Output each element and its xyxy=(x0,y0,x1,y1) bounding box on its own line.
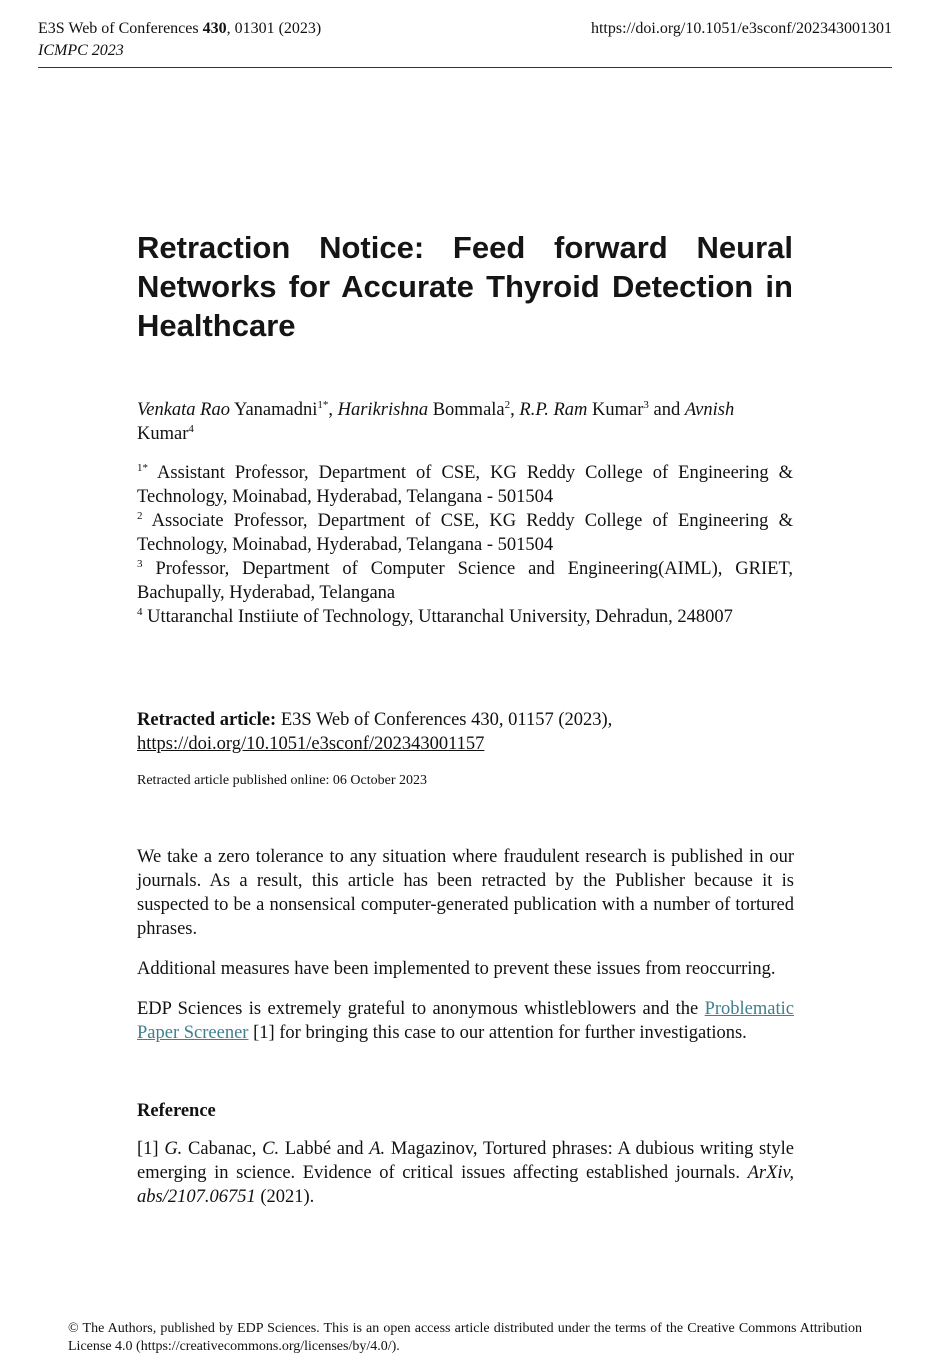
body-paragraph: We take a zero tolerance to any situation where fraudulent research is published in our journals. As a result, this article has been retracted by the Publisher because it is suspected to be a nonsensical computer-generated publication with a number of tortured phrases. xyxy=(137,847,794,939)
reference-entry: [1] G. Cabanac, C. Labbé and A. Magazinov, Tortured phrases: A dubious writing style emerging in science. Evidence of critical issues affecting established journals. ArXiv, abs/2107.06751 (2021). xyxy=(137,1139,795,1207)
journal-volume: 430 xyxy=(202,20,227,37)
affiliations xyxy=(137,461,793,629)
affiliation: $^4$ Uttaranchal Instiiute of Technology, Uttaranchal University, Dehradun, 248007 xyxy=(137,606,733,627)
page-title: Retraction Notice: Feed forward Neural Networks for Accurate Thyroid Detection in Healthcare xyxy=(137,230,793,343)
affiliation: $^{1*}$ Assistant Professor, Department of CSE, KG Reddy College of Engineering & Technology, Moinabad, Hyderabad, Telangana - 501504 xyxy=(137,462,793,507)
author: R.P. Ram Kumar$^3$ xyxy=(519,399,649,420)
reference-heading: Reference xyxy=(137,1101,216,1121)
article-number-year: , 01301 (2023) xyxy=(226,20,322,37)
retracted-label: Retracted article: xyxy=(137,710,277,730)
published-online-date: Retracted article published online: 06 October 2023 xyxy=(137,773,428,788)
body-paragraph: Additional measures have been implemented to prevent these issues from reoccurring. xyxy=(137,959,776,979)
problematic-paper-screener-link[interactable]: Problematic Paper Screener xyxy=(137,999,794,1043)
retracted-article xyxy=(137,708,793,756)
running-header-left xyxy=(38,18,321,62)
author: Harikrishna Bommala$^2$ xyxy=(337,399,511,420)
body-paragraph: EDP Sciences is extremely grateful to anonymous whistleblowers and the Problematic Paper Screener [1] for bringing this case to our attention for further investigations. xyxy=(137,999,794,1043)
license-footer: © The Authors, published by EDP Sciences. This is an open access article distributed under the terms of the Creative Commons Attribution License 4.0 (https://creativecommons.org/licenses/by/4.0/). xyxy=(68,1321,862,1354)
author-list: Venkata Rao Yanamadni$^{1*}$, Harikrishna Bommala$^2$, R.P. Ram Kumar$^3$ and Avnish Kumar$^4$ xyxy=(137,399,735,444)
author: Venkata Rao Yanamadni$^{1*}$ xyxy=(137,399,329,420)
author: Avnish Kumar$^4$ xyxy=(137,400,735,444)
journal-citation xyxy=(38,18,321,40)
notice-body xyxy=(137,845,794,1061)
affiliation: $^2$ Associate Professor, Department of CSE, KG Reddy College of Engineering & Technology, Moinabad, Hyderabad, Telangana - 501504 xyxy=(137,510,793,555)
conference-name: ICMPC 2023 xyxy=(38,42,124,59)
header-divider xyxy=(38,67,892,68)
affiliation: $^3$ Professor, Department of Computer Science and Engineering(AIML), GRIET, Bachupally, Hyderabad, Telangana xyxy=(137,558,794,603)
journal-name: E3S Web of Conferences xyxy=(38,20,199,37)
header-doi-link[interactable]: https://doi.org/10.1051/e3sconf/202343001301 xyxy=(590,20,892,37)
retracted-doi-link[interactable]: https://doi.org/10.1051/e3sconf/202343001157 xyxy=(137,734,485,754)
retracted-citation: E3S Web of Conferences 430, 01157 (2023), xyxy=(276,710,613,730)
